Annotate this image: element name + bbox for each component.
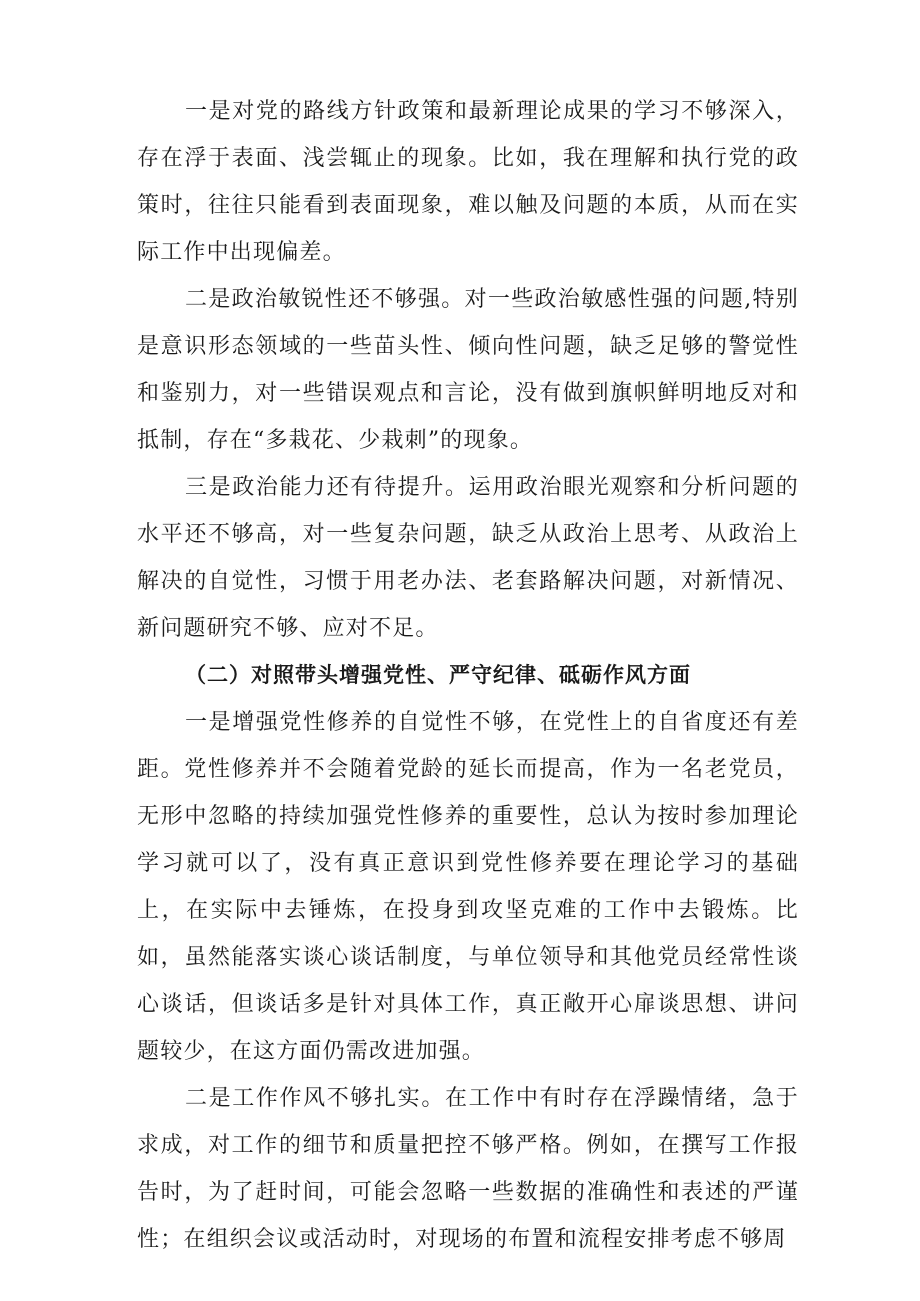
paragraph-party-spirit: 一是增强党性修养的自觉性不够，在党性上的自省度还有差距。党性修养并不会随着党龄的延长而提高，作为一名老党员，无形中忽略的持续加强党性修养的重要性，总认为按时参加理论学习就可以了，没有真正意识到党性修养要在理论学习的基础上，在实际中去锤炼，在投身到攻坚克难的工作中去锻炼。比如，虽然能落实谈心谈话制度，与单位领导和其他党员经常性谈心谈话，但谈话多是针对具体工作，真正敞开心扉谈思想、讲问题较少，在这方面仍需改进加强。 (137, 710, 799, 1064)
document-body (137, 88, 799, 1263)
paragraph-work-style: 二是工作作风不够扎实。在工作中有时存在浮躁情绪，急于求成，对工作的细节和质量把控不够严格。例如，在撰写工作报告时，为了赶时间，可能会忽略一些数据的准确性和表述的严谨性；在组织会议或活动时，对现场的布置和流程安排考虑不够周 (137, 1086, 799, 1252)
section-heading: （二）对照带头增强党性、严守纪律、砥砺作风方面 (185, 663, 691, 687)
paragraph-political-theory: 一是对党的路线方针政策和最新理论成果的学习不够深入，存在浮于表面、浅尝辄止的现象。比如，我在理解和执行党的政策时，往往只能看到表面现象，难以触及问题的本质，从而在实际工作中出现偏差。 (137, 99, 799, 265)
paragraph-political-sensitivity: 二是政治敏锐性还不够强。对一些政治敏感性强的问题,特别是意识形态领域的一些苗头性、倾向性问题，缺乏足够的警觉性和鉴别力，对一些错误观点和言论，没有做到旗帜鲜明地反对和抵制，存在“多栽花、少栽刺”的现象。 (137, 287, 799, 453)
paragraph-political-ability: 三是政治能力还有待提升。运用政治眼光观察和分析问题的水平还不够高，对一些复杂问题，缺乏从政治上思考、从政治上解决的自觉性，习惯于用老办法、老套路解决问题，对新情况、新问题研究不够、应对不足。 (137, 475, 799, 641)
